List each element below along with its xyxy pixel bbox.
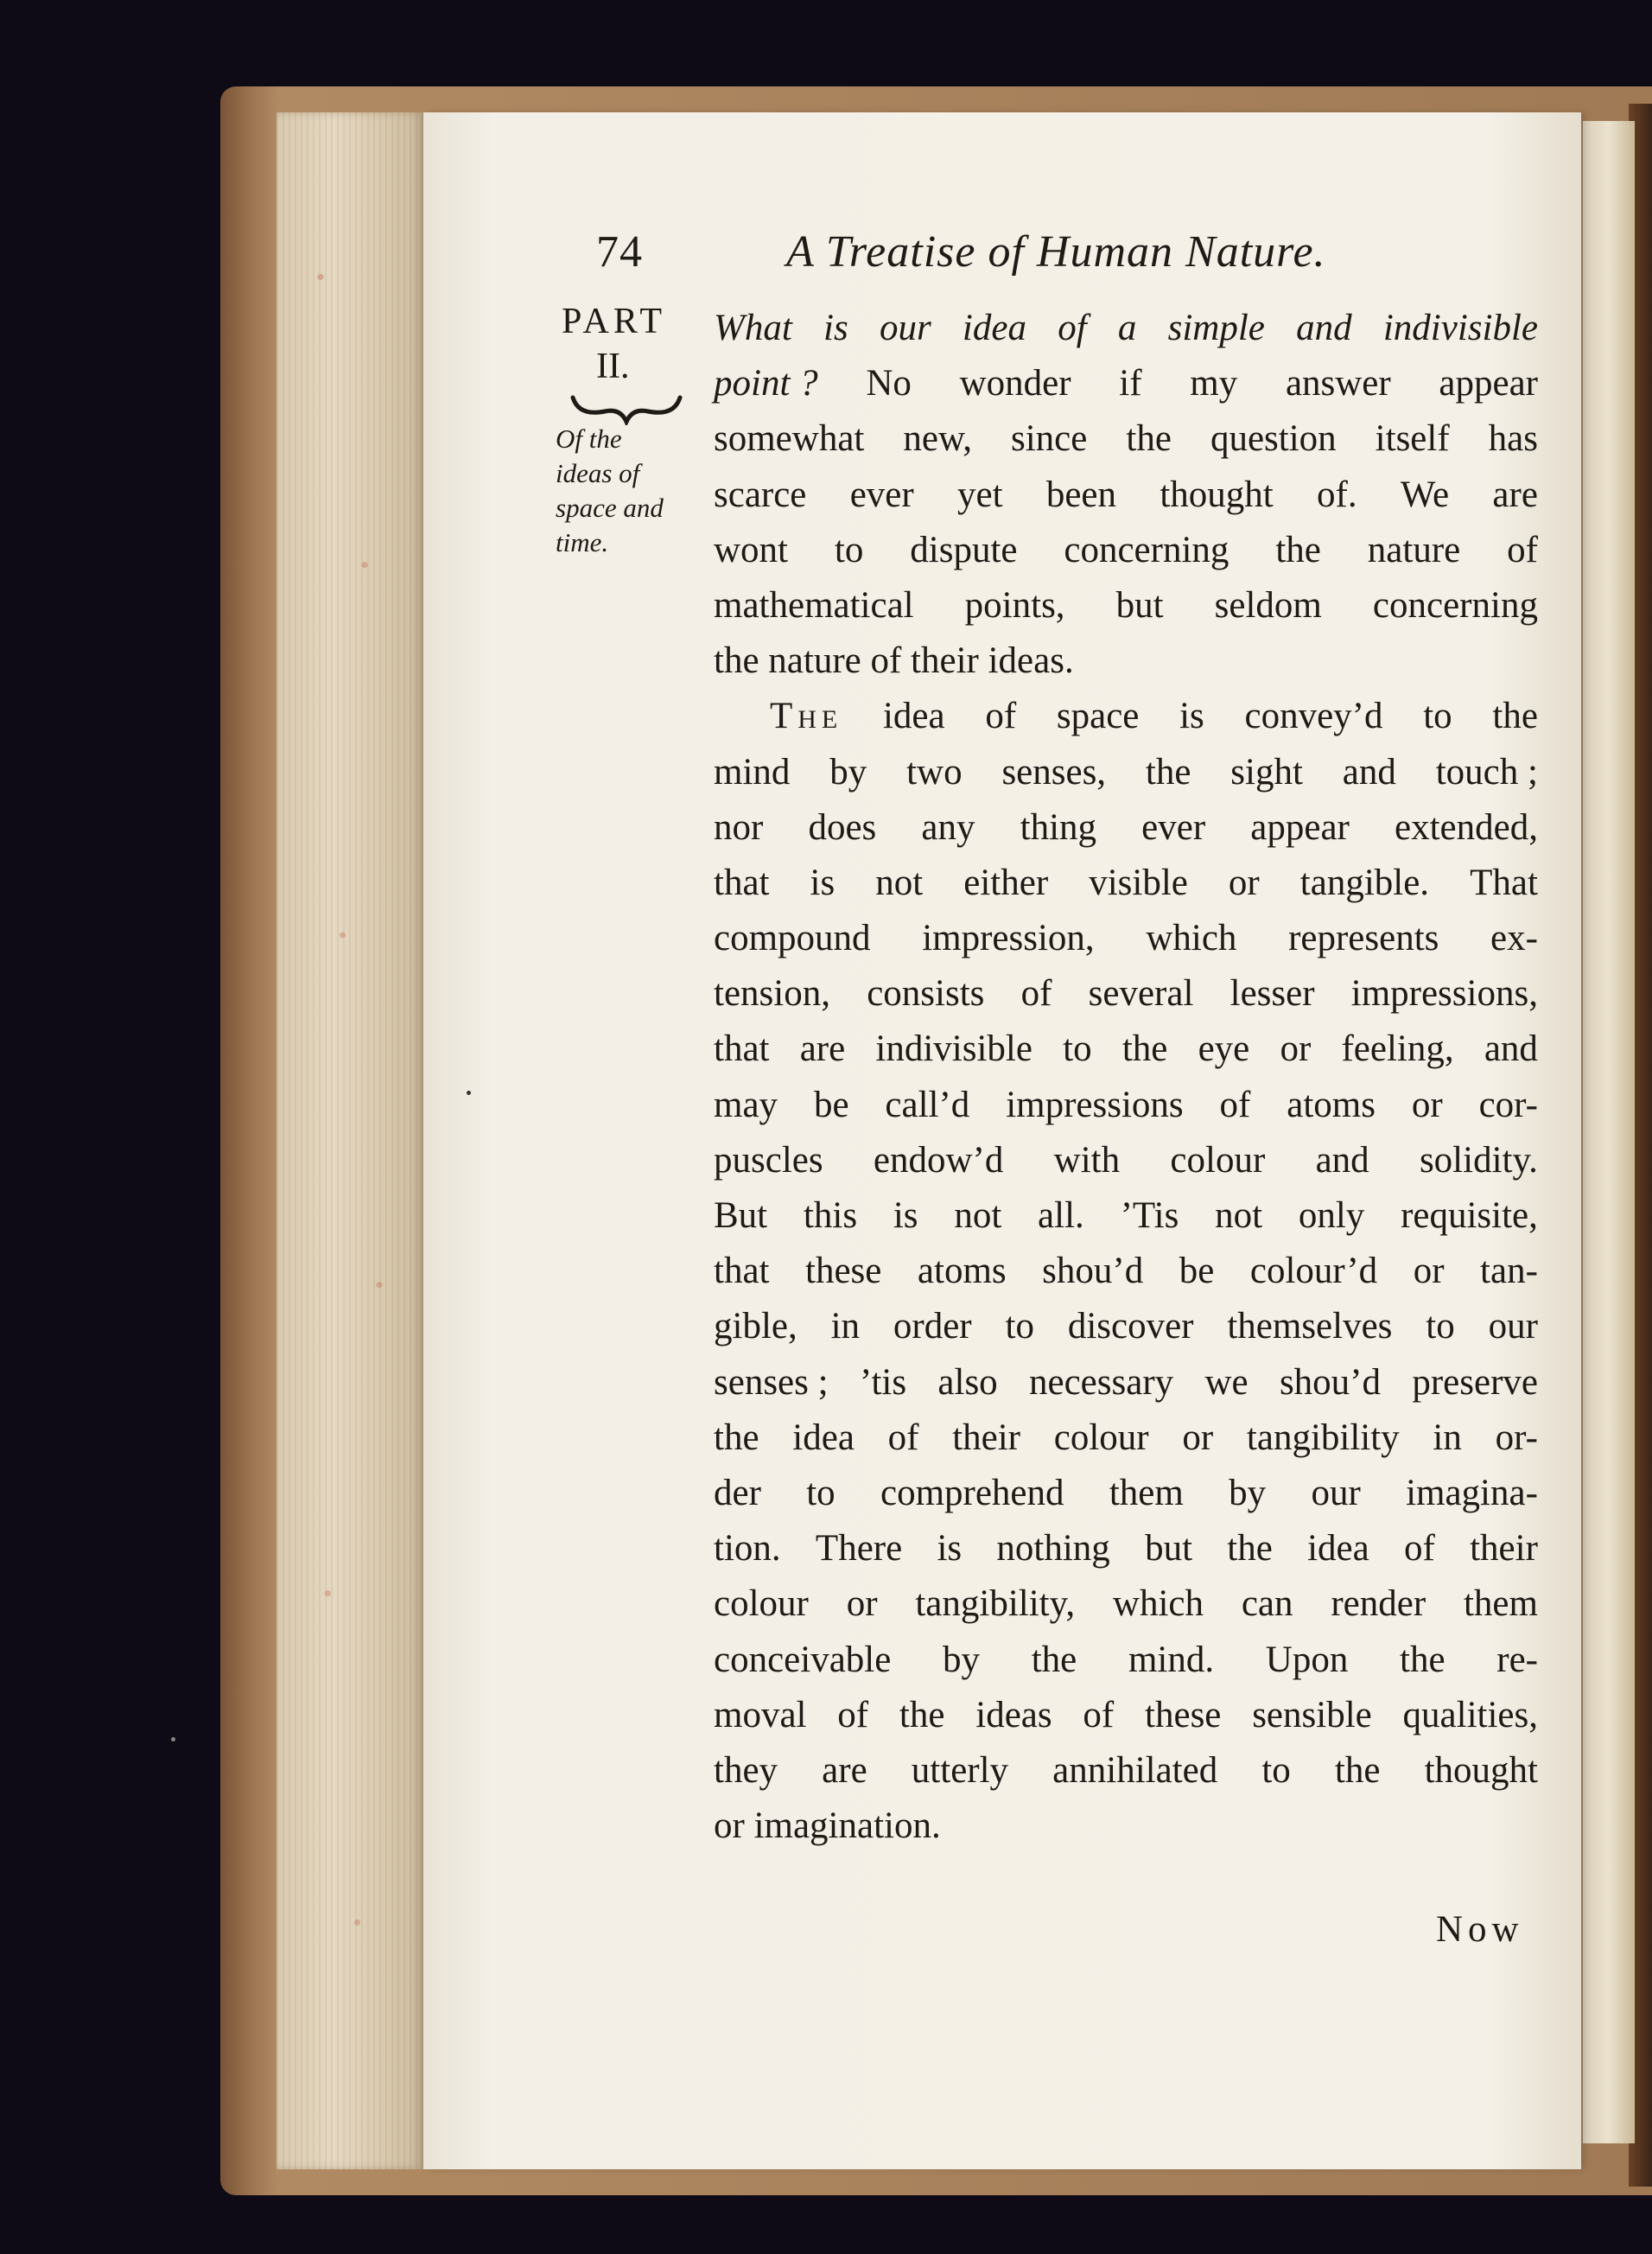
word: We [1400, 474, 1450, 515]
dust-speck [171, 1737, 175, 1741]
word: yet [957, 474, 1003, 515]
word: of [1219, 1084, 1251, 1125]
text-line [714, 1244, 1538, 1299]
word: nor [714, 806, 764, 848]
word: colour [1053, 1417, 1149, 1458]
word: consists [867, 973, 985, 1015]
word: if [1119, 363, 1142, 404]
text-line [714, 523, 1538, 578]
text-line [714, 1078, 1538, 1133]
word: impression, [922, 918, 1095, 959]
text-line [714, 1576, 1538, 1632]
word: to [1005, 1306, 1034, 1347]
word: shou’d [1279, 1361, 1382, 1403]
word: of [1083, 1694, 1115, 1735]
word: is [823, 308, 848, 348]
word: we [1204, 1361, 1249, 1403]
word: and [1315, 1139, 1369, 1181]
text-line [714, 689, 1538, 744]
word: by [943, 1639, 981, 1680]
paragraph-opener: The [770, 696, 843, 737]
text-line [714, 856, 1538, 911]
word: tangible. [1299, 862, 1430, 903]
word: but [1115, 584, 1164, 626]
word: indivisible [1382, 308, 1538, 348]
catchword: Now [1436, 1909, 1524, 1950]
word: does [808, 806, 877, 848]
word: several [1088, 973, 1194, 1015]
word: senses, [1001, 751, 1107, 793]
word: idea [962, 308, 1026, 348]
word: that [714, 862, 770, 903]
word: or [1280, 1028, 1312, 1070]
body-text [714, 301, 1538, 1854]
sidenote-line: Of the [556, 423, 622, 454]
word: concerning [1064, 529, 1229, 570]
text-line [714, 800, 1538, 856]
word: That [1470, 862, 1538, 903]
word: our [1488, 1306, 1538, 1347]
word: has [1488, 418, 1538, 460]
word: Upon [1265, 1639, 1349, 1680]
word: requisite, [1401, 1195, 1538, 1236]
word: imagina- [1406, 1472, 1538, 1513]
word: are [799, 1028, 846, 1070]
word: simple [1167, 308, 1265, 348]
text-line [714, 1466, 1538, 1521]
page-block-fore-edge [276, 112, 423, 2169]
word: not [1215, 1195, 1263, 1236]
word: answer [1285, 363, 1391, 404]
word: of [1404, 1528, 1435, 1570]
word: represents [1288, 918, 1439, 959]
word: call’d [885, 1084, 970, 1125]
text-line [714, 1521, 1538, 1576]
text-line [714, 1299, 1538, 1354]
word: discover [1067, 1306, 1194, 1347]
word: the [1400, 1639, 1446, 1680]
text-line [714, 745, 1538, 800]
word: necessary [1029, 1361, 1174, 1403]
word: the [1227, 1528, 1273, 1570]
word: new, [903, 418, 972, 460]
word: sensible [1252, 1694, 1372, 1735]
word: may [714, 1084, 778, 1125]
word: to [1063, 1028, 1092, 1070]
text-line [714, 411, 1538, 467]
word: of [837, 1694, 869, 1735]
word: space [1056, 696, 1140, 737]
word: mathematical [714, 584, 914, 626]
paper-speck [467, 1091, 471, 1095]
running-head: A Treatise of Human Nature. [786, 227, 1326, 277]
word: also [937, 1361, 998, 1403]
word: order [893, 1306, 972, 1347]
word: der [714, 1472, 761, 1513]
word: the [1334, 1749, 1381, 1791]
word: only [1298, 1195, 1365, 1236]
part-numeral: II. [596, 347, 630, 386]
word: to [1261, 1749, 1291, 1791]
word: them [1463, 1583, 1538, 1625]
word: these [1145, 1694, 1222, 1735]
word: or [1411, 1084, 1443, 1125]
word: What [714, 308, 792, 348]
word: question [1210, 418, 1337, 460]
word: them [1109, 1472, 1184, 1513]
word: that [714, 1251, 770, 1292]
word: points, [964, 584, 1065, 626]
word: by [1229, 1472, 1267, 1513]
word: with [1053, 1139, 1121, 1181]
word: which [1112, 1583, 1204, 1625]
text-line [714, 911, 1538, 966]
word: wonder [959, 363, 1071, 404]
text-line [714, 1410, 1538, 1466]
word: to [1426, 1306, 1455, 1347]
word: the [1492, 696, 1538, 737]
word: to [834, 529, 864, 570]
word: a [1117, 308, 1137, 348]
word: or [1228, 862, 1260, 903]
word: mind. [1128, 1639, 1215, 1680]
word: touch ; [1435, 751, 1538, 793]
text-line [714, 1355, 1538, 1410]
word: appear [1250, 806, 1350, 848]
word: the [1126, 418, 1172, 460]
word: colour’d [1249, 1251, 1378, 1292]
text-line [714, 356, 1538, 411]
word: ever [849, 474, 914, 515]
word: There [815, 1528, 903, 1570]
word: of [887, 1417, 919, 1458]
word: to [806, 1472, 836, 1513]
word: the nature of their ideas. [714, 640, 1074, 682]
word: themselves [1227, 1306, 1393, 1347]
facing-page-edge [1581, 121, 1635, 2143]
word: indivisible [875, 1028, 1032, 1070]
word: scarce [714, 474, 807, 515]
word: idea [1307, 1528, 1369, 1570]
word: these [805, 1251, 882, 1292]
word: to [1423, 696, 1452, 737]
word: or [1182, 1417, 1214, 1458]
word: since [1011, 418, 1088, 460]
word: this [803, 1195, 858, 1236]
part-label: PART [562, 302, 666, 341]
word: and [1296, 308, 1352, 348]
word: sight [1230, 751, 1303, 793]
word: is [810, 862, 836, 903]
word: idea [792, 1417, 855, 1458]
word: itself [1375, 418, 1450, 460]
word: is [893, 1195, 918, 1236]
word: of [1020, 973, 1052, 1015]
word: eye [1198, 1028, 1250, 1070]
marginal-sidenote [556, 422, 694, 560]
sidenote-line: ideas of [556, 458, 640, 488]
text-line [714, 1743, 1538, 1799]
word: or imagination. [714, 1805, 941, 1847]
word: and [1342, 751, 1396, 793]
word: colour [1170, 1139, 1266, 1181]
word: tangibility, [915, 1583, 1076, 1625]
word: are [822, 1749, 867, 1791]
word: that [714, 1028, 770, 1070]
word: the [1275, 529, 1321, 570]
text-line [714, 468, 1538, 523]
word: tension, [714, 973, 830, 1015]
word: convey’d [1244, 696, 1383, 737]
word: been [1045, 474, 1117, 515]
text-line [714, 966, 1538, 1022]
word: nature [1367, 529, 1461, 570]
word: visible [1089, 862, 1188, 903]
word: annihilated [1052, 1749, 1218, 1791]
word: moval [714, 1694, 807, 1735]
word: puscles [714, 1139, 823, 1181]
word: appear [1439, 363, 1538, 404]
word: cor- [1478, 1084, 1538, 1125]
word: and [1484, 1028, 1538, 1070]
word: tion. [714, 1528, 781, 1570]
text-line [714, 1188, 1538, 1244]
word: conceivable [714, 1639, 892, 1680]
word: atoms [1287, 1084, 1376, 1125]
sidenote-line: time. [556, 527, 609, 557]
word: qualities, [1402, 1694, 1538, 1735]
word: seldom [1214, 584, 1322, 626]
word: is [937, 1528, 963, 1570]
word: ex- [1490, 918, 1538, 959]
word: their [1470, 1528, 1538, 1570]
word: the [1145, 751, 1191, 793]
text-line [714, 578, 1538, 634]
word: No [866, 363, 912, 404]
word: or- [1495, 1417, 1538, 1458]
word: all. [1038, 1195, 1084, 1236]
word: the [899, 1694, 945, 1735]
word: ’Tis [1120, 1195, 1179, 1236]
word: my [1190, 363, 1238, 404]
word: the [1031, 1639, 1077, 1680]
word: is [1179, 696, 1204, 737]
word: dispute [910, 529, 1018, 570]
word: somewhat [714, 418, 865, 460]
word: idea [882, 696, 945, 737]
word: can [1241, 1583, 1293, 1625]
word: colour [714, 1583, 809, 1625]
word: render [1331, 1583, 1426, 1625]
word: not [875, 862, 924, 903]
text-line [714, 1799, 1538, 1854]
page-number: 74 [596, 227, 643, 277]
word: mind [714, 751, 791, 793]
word: gible, [714, 1306, 797, 1347]
word: the [714, 1417, 759, 1458]
word: shou’d [1042, 1251, 1144, 1292]
word: nothing [996, 1528, 1110, 1570]
word: impressions, [1350, 973, 1538, 1015]
page-header [596, 226, 1538, 287]
word: re- [1496, 1639, 1538, 1680]
word: concerning [1372, 584, 1538, 626]
word: utterly [911, 1749, 1009, 1791]
text-line [714, 1688, 1538, 1743]
word: extended, [1394, 806, 1538, 848]
word: their [952, 1417, 1021, 1458]
word: comprehend [880, 1472, 1064, 1513]
word: either [963, 862, 1049, 903]
word: in [1433, 1417, 1462, 1458]
curly-brace-ornament-icon [570, 391, 683, 425]
word: in [830, 1306, 861, 1347]
word: the [1121, 1028, 1168, 1070]
word: thought [1160, 474, 1274, 515]
word: our [879, 308, 931, 348]
text-line [714, 1133, 1538, 1188]
word: But [714, 1195, 768, 1236]
word: lesser [1229, 973, 1315, 1015]
word: by [829, 751, 867, 793]
word: of [1507, 529, 1538, 570]
word: endow’d [873, 1139, 1004, 1181]
word: preserve [1412, 1361, 1538, 1403]
sidenote-line: space and [556, 493, 664, 523]
text-line [714, 1022, 1538, 1077]
word: our [1311, 1472, 1361, 1513]
word: atoms [917, 1251, 1007, 1292]
word: thought [1424, 1749, 1538, 1791]
word: or [846, 1583, 878, 1625]
word: solidity. [1419, 1139, 1538, 1181]
word: be [1179, 1251, 1215, 1292]
word: or [1413, 1251, 1445, 1292]
word: feeling, [1341, 1028, 1454, 1070]
word: two [906, 751, 963, 793]
word: senses ; [714, 1361, 829, 1403]
word: be [813, 1084, 849, 1125]
word: ever [1141, 806, 1206, 848]
word: which [1146, 918, 1237, 959]
text-line [714, 301, 1538, 356]
text-line [714, 1633, 1538, 1688]
word: not [954, 1195, 1002, 1236]
word: of [1058, 308, 1087, 348]
word: of. [1317, 474, 1357, 515]
word: but [1145, 1528, 1193, 1570]
word: ideas [975, 1694, 1052, 1735]
word: thing [1020, 806, 1097, 848]
word: impressions [1006, 1084, 1184, 1125]
word: tan- [1480, 1251, 1538, 1292]
word: point ? [714, 363, 818, 404]
text-line [714, 634, 1538, 689]
word: are [1492, 474, 1538, 515]
word: wont [714, 529, 788, 570]
word: ’tis [859, 1361, 907, 1403]
word: of [985, 696, 1017, 737]
word: tangibility [1246, 1417, 1400, 1458]
word: compound [714, 918, 871, 959]
word: any [921, 806, 975, 848]
word: they [714, 1749, 778, 1791]
